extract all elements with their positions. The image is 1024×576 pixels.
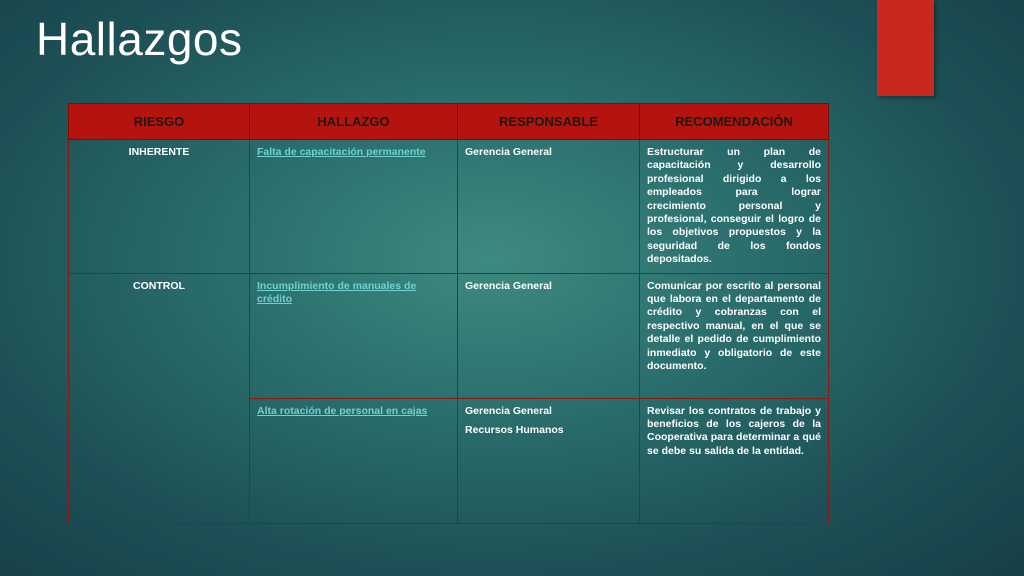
responsible-name: Gerencia General xyxy=(465,404,552,417)
accent-bar xyxy=(877,0,934,96)
recommendation-cell: Revisar los contratos de trabajo y beneficios de los cajeros de la Cooperativa para determinar a qué se debe su salida de la entidad. xyxy=(640,398,829,523)
table-header-row xyxy=(69,104,829,140)
slide-title: Hallazgos xyxy=(36,13,243,65)
recommendation-cell: Comunicar por escrito al personal que labora en el departamento de crédito y cobranzas con el respectivo manual, en el que se detalle el pedido de cumplimiento inmediato y obligatorio de este documento. xyxy=(640,273,829,398)
responsible-name: Gerencia General xyxy=(465,146,552,158)
recommendation-cell: Estructurar un plan de capacitación y desarrollo profesional dirigido a los empleados para lograr crecimiento personal y profesional, conseguir el logro de los objetivos propuestos y la seguridad de los fondos depositados. xyxy=(640,140,829,274)
finding-cell xyxy=(250,273,458,398)
table-row xyxy=(69,140,829,274)
header-hallazgo: HALLAZGO xyxy=(250,104,458,140)
responsible-name: Gerencia General xyxy=(465,279,552,292)
responsible-cell xyxy=(458,140,640,274)
finding-cell xyxy=(250,398,458,523)
finding-link[interactable]: Falta de capacitación permanente xyxy=(257,146,426,158)
finding-link[interactable]: Alta rotación de personal en cajas xyxy=(257,404,428,417)
risk-cell: CONTROL xyxy=(69,273,250,523)
header-responsable: RESPONSABLE xyxy=(458,104,640,140)
responsible-cell xyxy=(458,273,640,398)
responsible-cell xyxy=(458,398,640,523)
findings-table xyxy=(68,103,829,524)
finding-cell xyxy=(250,140,458,274)
table-row xyxy=(69,273,829,398)
header-riesgo: RIESGO xyxy=(69,104,250,140)
finding-link[interactable]: Incumplimiento de manuales de crédito xyxy=(257,279,417,306)
responsible-name: Recursos Humanos xyxy=(465,424,564,437)
risk-cell: INHERENTE xyxy=(69,140,250,274)
header-recomendacion: RECOMENDACIÓN xyxy=(640,104,829,140)
